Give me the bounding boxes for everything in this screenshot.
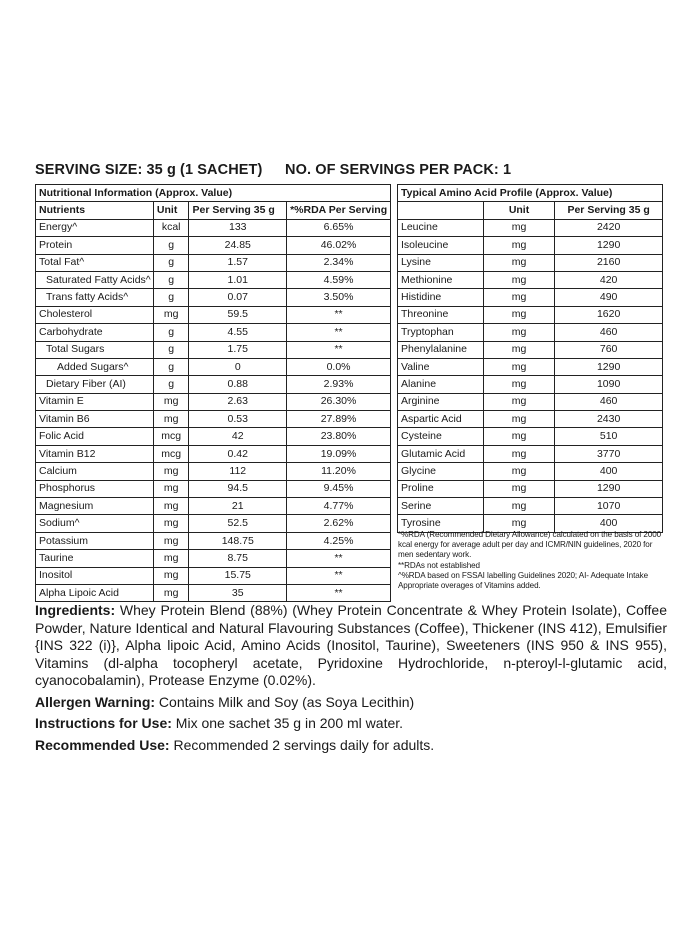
table-cell: 400 — [555, 515, 663, 532]
table-row — [36, 219, 391, 236]
amino-acid-name: Lysine — [398, 254, 484, 271]
table-cell: 4.77% — [287, 498, 391, 515]
amino-acid-name: Glycine — [398, 463, 484, 480]
nutrient-name: Sodium^ — [36, 515, 154, 532]
table-cell: mg — [153, 306, 189, 323]
table-cell: 3770 — [555, 445, 663, 462]
table-cell: 1290 — [555, 480, 663, 497]
nutrient-name: Dietary Fiber (AI) — [36, 376, 154, 393]
table-cell: 21 — [189, 498, 287, 515]
amino-acid-name: Phenylalanine — [398, 341, 484, 358]
table-cell: 1.57 — [189, 254, 287, 271]
table-cell: 510 — [555, 428, 663, 445]
table-cell: ** — [287, 550, 391, 567]
table-cell: mg — [153, 393, 189, 410]
table-cell: mg — [153, 463, 189, 480]
nutrient-name: Inositol — [36, 567, 154, 584]
table-cell: mg — [483, 515, 554, 532]
table-row — [398, 498, 663, 515]
table-row — [398, 271, 663, 288]
nutrition-table — [35, 184, 391, 602]
table-row — [36, 480, 391, 497]
table-cell: 6.65% — [287, 219, 391, 236]
table-row — [36, 411, 391, 428]
nutrient-name: Cholesterol — [36, 306, 154, 323]
table-row — [398, 428, 663, 445]
table-cell: mg — [483, 219, 554, 236]
nutrient-name: Trans fatty Acids^ — [36, 289, 154, 306]
nutrient-name: Vitamin E — [36, 393, 154, 410]
nutrient-name: Folic Acid — [36, 428, 154, 445]
table-cell: 26.30% — [287, 393, 391, 410]
table-row — [36, 254, 391, 271]
table-cell: 0.07 — [189, 289, 287, 306]
amino-acid-name: Serine — [398, 498, 484, 515]
footnote-not-established: **RDAs not established — [398, 560, 480, 570]
table-row — [36, 463, 391, 480]
table-cell: mg — [483, 480, 554, 497]
table-cell: 4.59% — [287, 271, 391, 288]
table-row — [36, 428, 391, 445]
table-cell: g — [153, 254, 189, 271]
table-row — [398, 393, 663, 410]
table-cell: ** — [287, 306, 391, 323]
table-cell: 2.62% — [287, 515, 391, 532]
nutrient-name: Phosphorus — [36, 480, 154, 497]
table-cell: 42 — [189, 428, 287, 445]
amino-acid-name: Histidine — [398, 289, 484, 306]
amino-acid-name: Glutamic Acid — [398, 445, 484, 462]
table-cell: 460 — [555, 393, 663, 410]
instructions — [35, 715, 667, 733]
amino-table-title: Typical Amino Acid Profile (Approx. Value) — [398, 185, 663, 202]
table-cell: 1620 — [555, 306, 663, 323]
amino-acid-name: Cysteine — [398, 428, 484, 445]
amino-acid-name: Tyrosine — [398, 515, 484, 532]
table-cell: 400 — [555, 463, 663, 480]
table-cell: mg — [483, 463, 554, 480]
amino-acid-table — [397, 184, 663, 533]
table-cell: mg — [153, 480, 189, 497]
table-cell: 4.25% — [287, 532, 391, 549]
table-row — [398, 254, 663, 271]
table-cell: 2.63 — [189, 393, 287, 410]
table-cell: 59.5 — [189, 306, 287, 323]
table-row — [398, 219, 663, 236]
table-cell: mg — [483, 393, 554, 410]
nutrient-name: Vitamin B6 — [36, 411, 154, 428]
table-cell: mg — [483, 411, 554, 428]
table-cell: 133 — [189, 219, 287, 236]
nutrient-name: Taurine — [36, 550, 154, 567]
table-cell: 24.85 — [189, 237, 287, 254]
table-row — [36, 376, 391, 393]
ingredients-label: Ingredients: — [35, 602, 116, 618]
amino-acid-name: Alanine — [398, 376, 484, 393]
amino-acid-name: Arginine — [398, 393, 484, 410]
table-cell: mg — [483, 237, 554, 254]
nutrient-name: Alpha Lipoic Acid — [36, 584, 154, 601]
table-row — [398, 306, 663, 323]
table-row — [36, 550, 391, 567]
table-cell: 148.75 — [189, 532, 287, 549]
footnote-overages: Appropriate overages of Vitamins added. — [398, 581, 541, 591]
serving-size: SERVING SIZE: 35 g (1 SACHET) — [35, 162, 263, 178]
table-cell: 23.80% — [287, 428, 391, 445]
table-row — [398, 463, 663, 480]
table-cell: ** — [287, 341, 391, 358]
table-cell: 3.50% — [287, 289, 391, 306]
table-cell: mg — [483, 358, 554, 375]
table-cell: g — [153, 324, 189, 341]
nutrition-rows — [36, 219, 391, 602]
label-header — [35, 162, 665, 178]
ingredients — [35, 602, 667, 690]
footnote-rda: *%RDA (Recommended Dietary Allowance) calculated on the basis of 2000 kcal energy for average adult per day and ICMR/NIN guidelines, 2020 for men sedentary work. — [398, 530, 662, 560]
table-cell: 35 — [189, 584, 287, 601]
table-cell: g — [153, 341, 189, 358]
nutrient-name: Magnesium — [36, 498, 154, 515]
label-text — [35, 602, 667, 758]
table-cell: g — [153, 289, 189, 306]
nutrient-name: Carbohydrate — [36, 324, 154, 341]
table-row — [398, 411, 663, 428]
table-cell: mg — [483, 341, 554, 358]
table-cell: 2.34% — [287, 254, 391, 271]
table-row — [398, 289, 663, 306]
table-row — [36, 584, 391, 601]
table-cell: ** — [287, 324, 391, 341]
recommended-use — [35, 737, 667, 755]
table-cell: g — [153, 376, 189, 393]
table-cell: 0.53 — [189, 411, 287, 428]
amino-rows — [398, 219, 663, 532]
nutrition-table-title: Nutritional Information (Approx. Value) — [36, 185, 391, 202]
table-cell: 1290 — [555, 358, 663, 375]
table-cell: 11.20% — [287, 463, 391, 480]
table-cell: 46.02% — [287, 237, 391, 254]
table-cell: mg — [153, 411, 189, 428]
table-cell: 490 — [555, 289, 663, 306]
table-row — [36, 306, 391, 323]
table-cell: mg — [483, 271, 554, 288]
table-cell: mcg — [153, 445, 189, 462]
table-cell: 2430 — [555, 411, 663, 428]
instructions-label: Instructions for Use: — [35, 715, 172, 731]
amino-acid-name: Aspartic Acid — [398, 411, 484, 428]
allergen-text: Contains Milk and Soy (as Soya Lecithin) — [155, 693, 415, 710]
nutrient-name: Protein — [36, 237, 154, 254]
table-cell: mg — [483, 306, 554, 323]
table-cell: mg — [483, 445, 554, 462]
table-cell: 1070 — [555, 498, 663, 515]
table-cell: mg — [483, 428, 554, 445]
amino-acid-name: Leucine — [398, 219, 484, 236]
table-cell: mg — [153, 567, 189, 584]
table-cell: mg — [483, 254, 554, 271]
table-cell: 112 — [189, 463, 287, 480]
table-row — [398, 324, 663, 341]
table-cell: ** — [287, 584, 391, 601]
table-cell: 1290 — [555, 237, 663, 254]
table-cell: 1090 — [555, 376, 663, 393]
table-cell: 2.93% — [287, 376, 391, 393]
table-cell: 1.75 — [189, 341, 287, 358]
table-row — [36, 498, 391, 515]
nutrient-name: Added Sugars^ — [36, 358, 154, 375]
table-cell: 460 — [555, 324, 663, 341]
nutrient-name: Energy^ — [36, 219, 154, 236]
table-cell: ** — [287, 567, 391, 584]
amino-acid-name: Isoleucine — [398, 237, 484, 254]
column-header: *%RDA Per Serving — [287, 202, 391, 219]
table-row — [36, 289, 391, 306]
allergen-warning — [35, 694, 667, 712]
table-cell: mg — [483, 289, 554, 306]
table-cell: 760 — [555, 341, 663, 358]
table-cell: 0.42 — [189, 445, 287, 462]
instructions-text: Mix one sachet 35 g in 200 ml water. — [171, 715, 404, 731]
table-cell: mg — [483, 376, 554, 393]
table-cell: mg — [153, 498, 189, 515]
table-cell: 9.45% — [287, 480, 391, 497]
table-cell: 0.0% — [287, 358, 391, 375]
table-cell: g — [153, 358, 189, 375]
table-row — [36, 271, 391, 288]
amino-acid-name: Methionine — [398, 271, 484, 288]
nutrient-name: Potassium — [36, 532, 154, 549]
table-row — [36, 567, 391, 584]
table-cell: g — [153, 271, 189, 288]
table-row — [398, 358, 663, 375]
table-cell: 0.88 — [189, 376, 287, 393]
table-row — [36, 445, 391, 462]
table-cell: 52.5 — [189, 515, 287, 532]
table-cell: mg — [153, 515, 189, 532]
table-cell: mg — [153, 532, 189, 549]
table-cell: 1.01 — [189, 271, 287, 288]
nutrient-name: Total Fat^ — [36, 254, 154, 271]
table-row — [398, 445, 663, 462]
table-cell: 0 — [189, 358, 287, 375]
table-row — [398, 237, 663, 254]
nutrient-name: Saturated Fatty Acids^ — [36, 271, 154, 288]
table-cell: 15.75 — [189, 567, 287, 584]
table-cell: 27.89% — [287, 411, 391, 428]
servings-per-pack: NO. OF SERVINGS PER PACK: 1 — [285, 162, 512, 178]
table-cell: 420 — [555, 271, 663, 288]
table-row — [36, 324, 391, 341]
column-header — [398, 202, 484, 219]
table-cell: 4.55 — [189, 324, 287, 341]
recommended-label: Recommended Use: — [35, 736, 170, 753]
nutrient-name: Calcium — [36, 463, 154, 480]
column-header: Per Serving 35 g — [555, 202, 663, 219]
table-row — [36, 532, 391, 549]
table-row — [36, 393, 391, 410]
table-row — [398, 480, 663, 497]
table-cell: mcg — [153, 428, 189, 445]
table-row — [36, 515, 391, 532]
table-cell: mg — [483, 498, 554, 515]
table-cell: 8.75 — [189, 550, 287, 567]
column-header: Unit — [153, 202, 189, 219]
table-cell: kcal — [153, 219, 189, 236]
table-cell: g — [153, 237, 189, 254]
table-row — [398, 376, 663, 393]
table-cell: 19.09% — [287, 445, 391, 462]
table-cell: mg — [153, 584, 189, 601]
footnote-fssai: ^%RDA based on FSSAI labelling Guidelines 2020; AI- Adequate Intake — [398, 570, 648, 580]
amino-acid-name: Tryptophan — [398, 324, 484, 341]
allergen-label: Allergen Warning: — [35, 693, 156, 710]
table-cell: mg — [153, 550, 189, 567]
recommended-text: Recommended 2 servings daily for adults. — [169, 736, 435, 753]
column-header: Per Serving 35 g — [189, 202, 287, 219]
nutrient-name: Total Sugars — [36, 341, 154, 358]
table-row — [36, 237, 391, 254]
amino-acid-name: Valine — [398, 358, 484, 375]
table-cell: 94.5 — [189, 480, 287, 497]
table-cell: 2160 — [555, 254, 663, 271]
amino-acid-name: Threonine — [398, 306, 484, 323]
amino-acid-name: Proline — [398, 480, 484, 497]
ingredients-text: Whey Protein Blend (88%) (Whey Protein Concentrate & Whey Protein Isolate), Coffee Powder, Nature Identical and Natural Flavouring Substances (Coffee), Thickener (INS 412), Emulsifier {INS 322 (i)}, Alpha lipoic Acid, Amino Acids (Inositol, Taurine), Sweeteners (INS 950 & INS 955), Vitamins (dl-alpha tocopheryl acetate, Pyridoxine Hydrochloride, n-pteroyl-l-glutamic acid, cyanocobalamin), Protease Enzyme (0.02%). — [35, 602, 667, 688]
table-row — [398, 341, 663, 358]
table-row — [36, 341, 391, 358]
table-cell: mg — [483, 324, 554, 341]
nutrient-name: Vitamin B12 — [36, 445, 154, 462]
column-header: Nutrients — [36, 202, 154, 219]
footnotes — [398, 530, 666, 591]
table-row — [36, 358, 391, 375]
column-header: Unit — [483, 202, 554, 219]
table-cell: 2420 — [555, 219, 663, 236]
